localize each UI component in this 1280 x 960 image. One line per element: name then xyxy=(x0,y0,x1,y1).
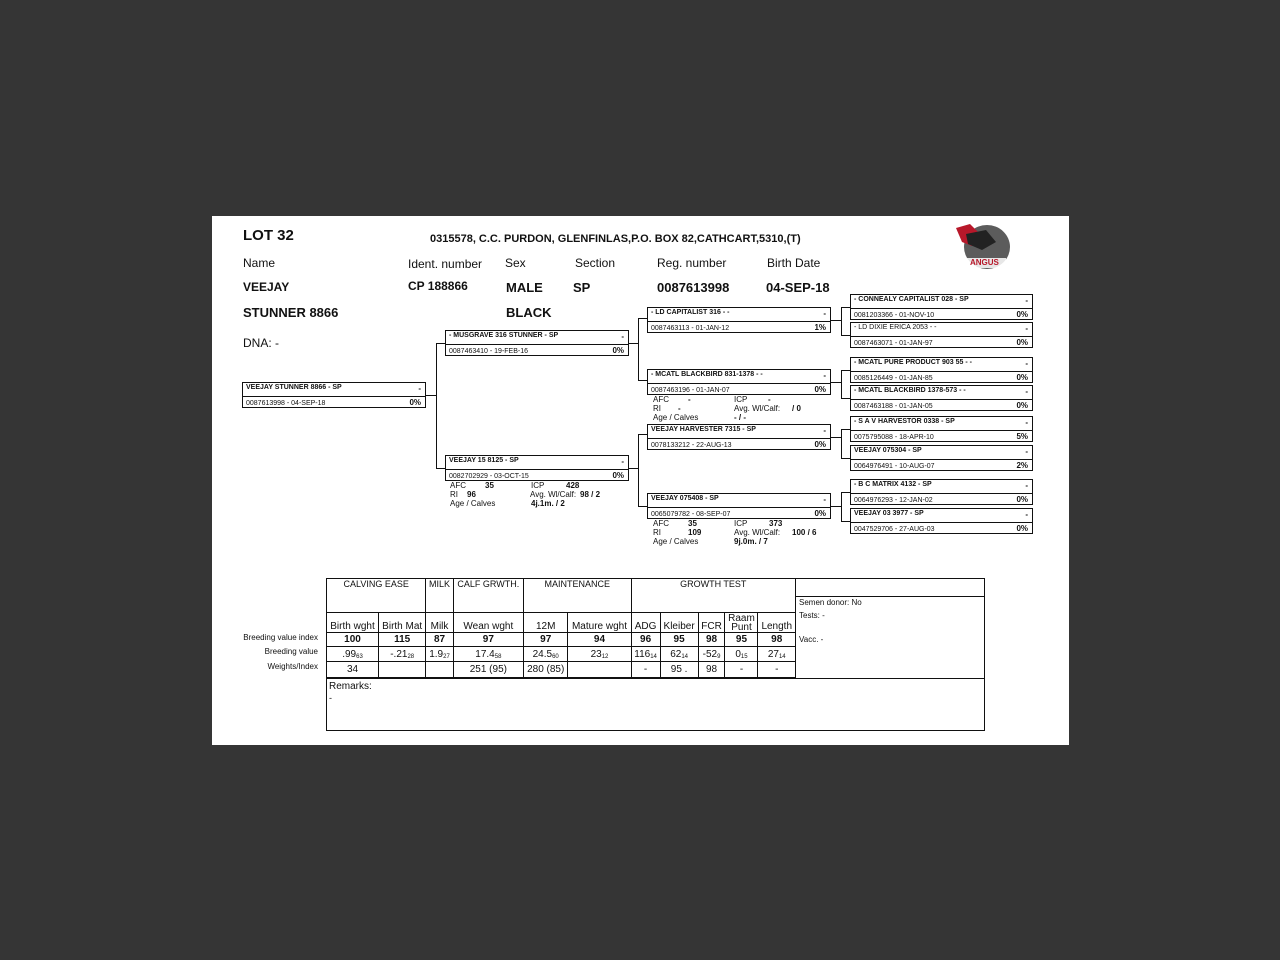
ri-value: - xyxy=(678,404,681,413)
age-value: 4j.1m. / 2 xyxy=(531,499,565,508)
percent: 0% xyxy=(1016,524,1028,533)
reg-date: 0087613998 - 04-SEP-18 xyxy=(246,400,326,407)
vaccination: Vacc. - xyxy=(799,635,824,644)
percent: 0% xyxy=(1016,373,1028,382)
bv-value: 116 xyxy=(634,648,651,660)
animal-color: BLACK xyxy=(506,305,552,320)
percent: 0% xyxy=(814,385,826,394)
label-birth: Birth Date xyxy=(767,256,821,270)
col-fcr: FCR xyxy=(698,613,725,633)
group-growth-test: GROWTH TEST xyxy=(631,579,795,613)
pedigree-sdd xyxy=(850,385,1033,411)
logo-text: ANGUS xyxy=(970,258,999,267)
icp-value: 428 xyxy=(566,481,580,490)
remarks-box xyxy=(326,678,985,731)
bv-value: 23 xyxy=(590,648,602,660)
animal-name: - LD DIXIE ERICA 2053 - - xyxy=(854,324,937,331)
label-sex: Sex xyxy=(505,256,526,270)
avg-label: Avg. Wl/Calf: xyxy=(734,404,781,413)
percent: 1% xyxy=(814,323,826,332)
age-label: Age / Calves xyxy=(653,413,699,422)
bv-accuracy: 60 xyxy=(552,653,559,660)
weight-cell xyxy=(426,662,453,678)
mark: - xyxy=(823,309,826,318)
reg-date: 0087463410 - 19-FEB-16 xyxy=(449,348,528,355)
index-cell: 95 xyxy=(725,633,758,647)
index-cell: 100 xyxy=(327,633,379,647)
group-calf-growth: CALF GRWTH. xyxy=(453,579,523,613)
breeding-value-table xyxy=(326,578,796,678)
animal-section: SP xyxy=(573,280,591,295)
percent: 0% xyxy=(814,440,826,449)
animal-ident: CP 188866 xyxy=(408,279,468,293)
reg-date: 0085126449 - 01-JAN-85 xyxy=(854,375,933,382)
index-cell: 87 xyxy=(426,633,453,647)
pedigree-sds xyxy=(850,357,1033,383)
percent: 0% xyxy=(1016,338,1028,347)
breeding-value-cell xyxy=(568,647,631,662)
angus-logo xyxy=(952,220,1014,272)
weight-cell: - xyxy=(725,662,758,678)
bv-accuracy: 14 xyxy=(650,653,657,660)
icp-value: - xyxy=(768,395,771,404)
bv-value: 0 xyxy=(735,648,741,660)
mark: - xyxy=(1025,481,1028,490)
avg-value: 100 / 6 xyxy=(792,528,817,537)
animal-name: - CONNEALY CAPITALIST 028 - SP xyxy=(854,296,969,303)
index-cell: 94 xyxy=(568,633,631,647)
reg-date: 0087463196 - 01-JAN-07 xyxy=(651,387,730,394)
icp-label: ICP xyxy=(734,395,748,404)
pedigree-subject xyxy=(242,382,426,408)
weight-cell xyxy=(379,662,426,678)
pedigree-sss xyxy=(850,294,1033,320)
col-length: Length xyxy=(758,613,796,633)
col-12m: 12M xyxy=(524,613,568,633)
pedigree-dam-dam xyxy=(647,493,831,519)
weight-cell: 251 (95) xyxy=(453,662,523,678)
bv-value: -.21 xyxy=(390,648,408,660)
reg-date: 0087463113 - 01-JAN-12 xyxy=(651,325,730,332)
reg-date: 0065079782 - 08-SEP-07 xyxy=(651,511,731,518)
mark: - xyxy=(1025,447,1028,456)
mark: - xyxy=(1025,510,1028,519)
reg-date: 0078133212 - 22-AUG-13 xyxy=(651,442,732,449)
ri-value: 109 xyxy=(688,528,702,537)
percent: 0% xyxy=(1016,310,1028,319)
avg-value: 98 / 2 xyxy=(580,490,601,499)
animal-name: VEEJAY HARVESTER 7315 - SP xyxy=(651,426,756,433)
mark: - xyxy=(1025,359,1028,368)
reg-date: 0081203366 - 01-NOV-10 xyxy=(854,312,935,319)
afc-label: AFC xyxy=(653,519,669,528)
icp-label: ICP xyxy=(531,481,545,490)
percent: 0% xyxy=(1016,495,1028,504)
col-raam-punt: Raam Punt xyxy=(725,613,758,633)
mark: - xyxy=(1025,324,1028,333)
remarks-label: Remarks: xyxy=(329,681,372,692)
index-cell: 96 xyxy=(631,633,660,647)
bv-value: 24.5 xyxy=(532,648,553,660)
animal-name: - S A V HARVESTOR 0338 - SP xyxy=(854,418,955,425)
col-adg: ADG xyxy=(631,613,660,633)
mark: - xyxy=(1025,418,1028,427)
age-label: Age / Calves xyxy=(653,537,699,546)
reg-date: 0087463188 - 01-JAN-05 xyxy=(854,403,933,410)
animal-reg: 0087613998 xyxy=(657,280,730,295)
mark: - xyxy=(823,371,826,380)
pedigree-sire xyxy=(445,330,629,356)
animal-name: - LD CAPITALIST 316 - - xyxy=(651,309,730,316)
tests: Tests: - xyxy=(799,611,825,620)
index-cell: 97 xyxy=(524,633,568,647)
ri-label: RI xyxy=(653,528,661,537)
percent: 0% xyxy=(1016,401,1028,410)
breeding-value-cell xyxy=(453,647,523,662)
col-birth-weight: Birth wght xyxy=(327,613,379,633)
pedigree-dam xyxy=(445,455,629,481)
reg-date: 0047529706 - 27-AUG-03 xyxy=(854,526,935,533)
pedigree-ddd xyxy=(850,508,1033,534)
ri-label: RI xyxy=(450,490,458,499)
col-wean-weight: Wean wght xyxy=(453,613,523,633)
group-milk: MILK xyxy=(426,579,453,613)
bv-accuracy: 27 xyxy=(443,653,450,660)
pedigree-ssd xyxy=(850,322,1033,348)
breeding-value-cell xyxy=(327,647,379,662)
mark: - xyxy=(621,457,624,466)
index-cell: 115 xyxy=(379,633,426,647)
mark: - xyxy=(1025,296,1028,305)
bv-accuracy: 58 xyxy=(494,653,502,660)
weight-cell: - xyxy=(758,662,796,678)
mark: - xyxy=(621,332,624,341)
animal-name: - MCATL PURE PRODUCT 903 55 - - xyxy=(854,359,972,366)
group-maintenance: MAINTENANCE xyxy=(524,579,632,613)
reg-date: 0082702929 - 03-OCT-15 xyxy=(449,473,529,480)
ri-label: RI xyxy=(653,404,661,413)
weight-cell: 34 xyxy=(327,662,379,678)
col-mature-weight: Mature wght xyxy=(568,613,631,633)
breeding-value-cell xyxy=(426,647,453,662)
age-value: 9j.0m. / 7 xyxy=(734,537,768,546)
bv-accuracy: 9 xyxy=(717,653,721,660)
reg-date: 0075795088 - 18-APR-10 xyxy=(854,434,934,441)
bv-accuracy: 12 xyxy=(601,653,609,660)
dna: DNA: - xyxy=(243,336,279,350)
pedigree-dss xyxy=(850,416,1033,442)
weight-cell xyxy=(568,662,631,678)
pedigree-dam-sire xyxy=(647,424,831,450)
breeding-value-cell xyxy=(698,647,725,662)
pedigree-sheet xyxy=(212,216,1069,745)
group-calving-ease: CALVING EASE xyxy=(327,579,426,613)
animal-name: VEEJAY 03 3977 - SP xyxy=(854,510,924,517)
animal-name: VEEJAY 075304 - SP xyxy=(854,447,922,454)
pedigree-dsd xyxy=(850,445,1033,471)
col-birth-mat: Birth Mat xyxy=(379,613,426,633)
semen-donor: Semen donor: No xyxy=(799,598,862,607)
animal-birth: 04-SEP-18 xyxy=(766,280,830,295)
animal-sex: MALE xyxy=(506,280,543,295)
reg-date: 0064976293 - 12-JAN-02 xyxy=(854,497,933,504)
row-label-weights: Weights/Index xyxy=(267,662,318,671)
row-label-bv: Breeding value xyxy=(264,647,318,656)
bv-value: 27 xyxy=(767,648,779,660)
breeding-value-cell xyxy=(725,647,758,662)
weight-cell: 98 xyxy=(698,662,725,678)
avg-value: / 0 xyxy=(792,404,801,413)
bv-accuracy: 14 xyxy=(681,653,689,660)
percent: 0% xyxy=(409,398,421,407)
afc-value: - xyxy=(688,395,691,404)
reg-date: 0064976491 - 10-AUG-07 xyxy=(854,463,935,470)
breeder-info: 0315578, C.C. PURDON, GLENFINLAS,P.O. BOX 82,CATHCART,5310,(T) xyxy=(430,233,801,245)
remarks-value: - xyxy=(329,693,332,703)
mark: - xyxy=(823,426,826,435)
label-ident: Ident. number xyxy=(408,257,483,271)
label-name: Name xyxy=(243,256,276,270)
animal-name: VEEJAY 15 8125 - SP xyxy=(449,457,519,464)
reg-date: 0087463071 - 01-JAN-97 xyxy=(854,340,933,347)
bv-accuracy: 15 xyxy=(740,653,748,660)
pedigree-sire-sire xyxy=(647,307,831,333)
pedigree-sire-dam xyxy=(647,369,831,395)
ri-value: 96 xyxy=(467,490,476,499)
percent: 0% xyxy=(612,346,624,355)
percent: 5% xyxy=(1016,432,1028,441)
avg-label: Avg. Wl/Calf: xyxy=(734,528,781,537)
breeding-value-cell xyxy=(631,647,660,662)
bv-value: 1.9 xyxy=(429,648,444,660)
weight-cell: 95 . xyxy=(660,662,698,678)
breeding-value-cell xyxy=(379,647,426,662)
animal-name: VEEJAY STUNNER 8866 - SP xyxy=(246,384,342,391)
icp-value: 373 xyxy=(769,519,783,528)
age-label: Age / Calves xyxy=(450,499,496,508)
animal-name: - MCATL BLACKBIRD 831-1378 - - xyxy=(651,371,763,378)
col-kleiber: Kleiber xyxy=(660,613,698,633)
breeding-value-cell xyxy=(758,647,796,662)
breeding-value-cell xyxy=(660,647,698,662)
percent: 0% xyxy=(612,471,624,480)
bv-accuracy: 14 xyxy=(778,653,786,660)
percent: 0% xyxy=(814,509,826,518)
bv-value: 62 xyxy=(670,648,682,660)
bv-value: .99 xyxy=(342,648,357,660)
animal-name-2: STUNNER 8866 xyxy=(243,305,339,320)
pedigree-dds xyxy=(850,479,1033,505)
index-cell: 95 xyxy=(660,633,698,647)
animal-name-1: VEEJAY xyxy=(243,280,290,294)
mark: - xyxy=(1025,387,1028,396)
weight-cell: 280 (85) xyxy=(524,662,568,678)
bv-accuracy: 28 xyxy=(407,653,415,660)
afc-value: 35 xyxy=(688,519,697,528)
animal-name: - MUSGRAVE 316 STUNNER - SP xyxy=(449,332,559,339)
weight-cell: - xyxy=(631,662,660,678)
age-value: - / - xyxy=(734,413,746,422)
afc-value: 35 xyxy=(485,481,494,490)
animal-name: - B C MATRIX 4132 - SP xyxy=(854,481,932,488)
lot-number: LOT 32 xyxy=(243,227,294,244)
animal-name: - MCATL BLACKBIRD 1378-573 - - xyxy=(854,387,966,394)
index-cell: 98 xyxy=(758,633,796,647)
mark: - xyxy=(823,495,826,504)
index-cell: 97 xyxy=(453,633,523,647)
label-reg: Reg. number xyxy=(657,256,727,270)
bv-value: 17.4 xyxy=(475,648,495,660)
icp-label: ICP xyxy=(734,519,748,528)
avg-label: Avg. Wl/Calf: xyxy=(530,490,577,499)
breeding-value-cell xyxy=(524,647,568,662)
percent: 2% xyxy=(1016,461,1028,470)
index-cell: 98 xyxy=(698,633,725,647)
afc-label: AFC xyxy=(653,395,669,404)
row-label-index: Breeding value index xyxy=(243,633,318,642)
bv-accuracy: 63 xyxy=(356,653,363,660)
afc-label: AFC xyxy=(450,481,466,490)
bv-value: -52 xyxy=(702,648,718,660)
mark: - xyxy=(418,384,421,393)
label-section: Section xyxy=(575,256,616,270)
animal-name: VEEJAY 075408 - SP xyxy=(651,495,719,502)
col-milk: Milk xyxy=(426,613,453,633)
info-panel xyxy=(796,578,985,679)
